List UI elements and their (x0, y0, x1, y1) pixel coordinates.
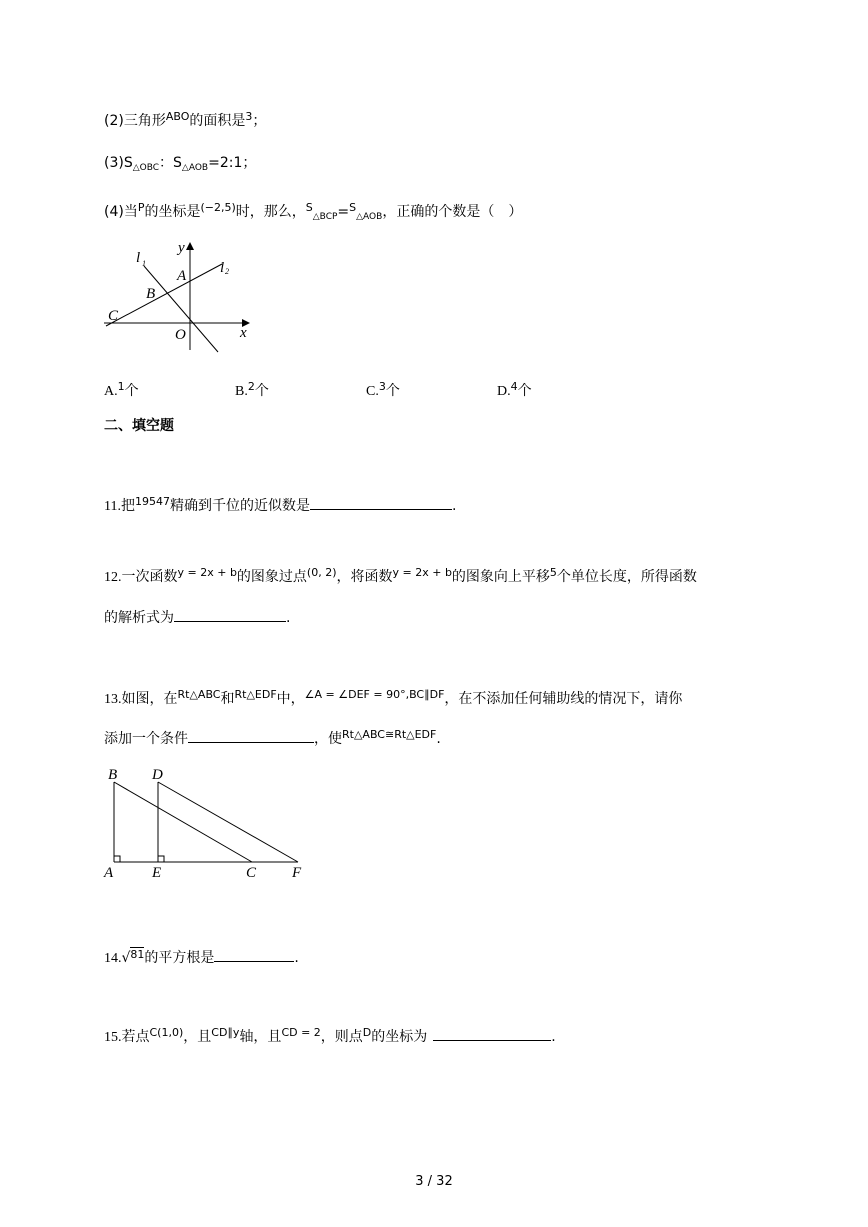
triangles-figure (100, 762, 315, 882)
text: . (436, 731, 441, 747)
text: (4)当 (104, 204, 138, 220)
condition: ∠A = ∠DEF = 90°,BC∥DF (304, 688, 445, 701)
text: 的平方根是 (144, 950, 215, 966)
answer-blank[interactable] (433, 1024, 551, 1041)
congruence: Rt△ABC≅Rt△EDF (342, 728, 437, 741)
text: 的图象过点 (236, 569, 307, 585)
text: 一次函数 (121, 569, 178, 585)
triangle-name: Rt△EDF (234, 688, 277, 701)
text: 精确到千位的近似数是 (169, 498, 310, 514)
subscript: △OBC (132, 163, 160, 173)
subscript: △AOB (356, 212, 383, 222)
right-angle-e (158, 856, 164, 862)
text: ，正确的个数是（ ） (382, 204, 523, 220)
text: ： (159, 155, 174, 171)
label-x: x (240, 325, 247, 341)
label-l1: l (136, 250, 141, 266)
q10-item2 (104, 111, 266, 132)
text: S (349, 201, 357, 214)
question-14 (104, 945, 299, 969)
expression: CD = 2 (281, 1026, 321, 1039)
choice-d[interactable] (497, 380, 532, 400)
choice-b[interactable] (235, 380, 269, 400)
text: 中， (276, 691, 305, 707)
choice-unit: 个 (124, 383, 139, 399)
text: 如图，在 (121, 691, 178, 707)
label-l2: l (220, 260, 225, 276)
expression: CD∥y (211, 1026, 240, 1039)
text: ； (252, 113, 267, 129)
text: 把 (120, 498, 135, 514)
text: 的坐标是 (144, 204, 201, 220)
text: (3)S (104, 155, 133, 171)
label-a: A (104, 865, 114, 881)
text: ，在不添加任何辅助线的情况下，请你 (444, 691, 683, 707)
coordinate-graph (100, 238, 260, 358)
text: . (551, 1029, 556, 1045)
question-13-line1 (104, 689, 682, 710)
label-l1-sub: 1 (142, 259, 146, 268)
text: 的坐标为 (371, 1029, 428, 1045)
right-angle-a (114, 856, 120, 862)
text: =2:1 (208, 155, 243, 171)
value: 3 (245, 110, 253, 123)
y-axis-arrow (186, 242, 194, 250)
question-number: 15. (104, 1030, 122, 1045)
label-y: y (178, 240, 185, 256)
choice-num: 4 (510, 380, 518, 393)
radicand: 81 (130, 948, 145, 961)
subscript: △BCP (312, 212, 338, 222)
choice-unit: 个 (254, 383, 269, 399)
text: 个单位长度，所得函数 (556, 569, 697, 585)
text: . (451, 498, 457, 514)
choice-unit: 个 (517, 383, 532, 399)
choice-num: 1 (117, 380, 125, 393)
q10-item3 (104, 153, 256, 175)
text: 添加一个条件 (104, 731, 188, 747)
text: . (294, 950, 299, 966)
triangle-name: Rt△ABC (177, 688, 221, 701)
text: ，且 (183, 1029, 212, 1045)
choice-letter: D. (497, 384, 511, 399)
label-l2-sub: 2 (225, 267, 229, 276)
question-11 (104, 493, 456, 517)
label-b: B (108, 767, 118, 783)
choice-unit: 个 (385, 383, 400, 399)
text: ，则点 (320, 1029, 363, 1045)
label-f: F (292, 865, 302, 881)
text: 的解析式为 (104, 610, 174, 626)
answer-blank[interactable] (188, 726, 314, 743)
label-c: C (108, 308, 119, 324)
page-number: 3 / 32 (415, 1174, 453, 1189)
text: S (173, 155, 182, 171)
point: (0, 2) (306, 566, 337, 579)
label-e: E (152, 865, 162, 881)
answer-blank[interactable] (214, 945, 294, 962)
answer-blank[interactable] (310, 493, 452, 510)
choice-c[interactable] (366, 380, 400, 400)
point: C(1,0) (149, 1026, 184, 1039)
text: 的面积是 (189, 113, 246, 129)
text: S (305, 201, 313, 214)
question-number: 11. (104, 499, 121, 514)
label-a: A (177, 268, 187, 284)
text: 若点 (121, 1029, 150, 1045)
question-number: 13. (104, 692, 122, 707)
var-p: P (137, 201, 145, 214)
expression: y = 2x + b (392, 566, 452, 579)
question-12-line2 (104, 605, 290, 628)
choice-letter: A. (104, 384, 118, 399)
text: 和 (220, 691, 235, 707)
choice-letter: B. (235, 384, 248, 399)
sqrt-symbol: √ (121, 950, 131, 966)
choice-letter: C. (366, 384, 379, 399)
choice-a[interactable] (104, 380, 139, 400)
choice-num: 3 (378, 380, 386, 393)
text: . (286, 610, 291, 626)
segment-df (158, 782, 298, 862)
text: (2)三角形 (104, 113, 166, 129)
value: 19547 (134, 495, 170, 508)
question-12-line1 (104, 567, 697, 588)
text: ，将函数 (336, 569, 393, 585)
question-13-line2 (104, 726, 441, 750)
expression: y = 2x + b (177, 566, 237, 579)
text: ，使 (314, 731, 342, 747)
q10-item4 (104, 202, 522, 224)
text: 时，那么， (235, 204, 306, 220)
text: = (337, 204, 350, 220)
text: 轴，且 (239, 1029, 282, 1045)
answer-blank[interactable] (174, 605, 286, 622)
choice-num: 2 (247, 380, 255, 393)
coordinate: (−2,5) (200, 201, 236, 214)
question-number: 14. (104, 951, 122, 966)
label-b: B (146, 286, 156, 302)
line-l2 (106, 264, 222, 326)
value: 5 (549, 566, 557, 579)
text: 的图象向上平移 (451, 569, 550, 585)
var-d: D (362, 1026, 372, 1039)
section-heading: 二、填空题 (104, 418, 174, 434)
subscript: △AOB (181, 163, 209, 173)
question-number: 12. (104, 570, 122, 585)
var-abo: ABO (165, 110, 190, 123)
label-o: O (175, 327, 186, 343)
label-c: C (246, 865, 257, 881)
segment-bc (114, 782, 252, 862)
label-d: D (152, 767, 163, 783)
question-15 (104, 1024, 556, 1048)
text: ； (242, 155, 257, 171)
